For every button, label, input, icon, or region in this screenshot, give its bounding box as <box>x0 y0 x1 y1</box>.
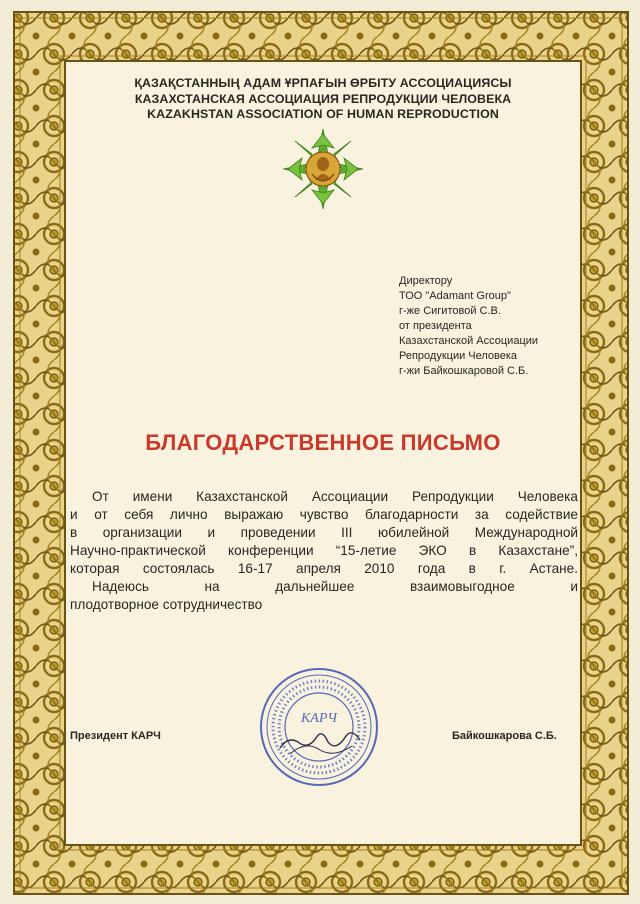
org-name-english: KAZAKHSTAN ASSOCIATION OF HUMAN REPRODUCTION <box>147 107 499 121</box>
addressee-line: Репродукции Человека <box>399 350 518 362</box>
addressee-line: г-же Сигитовой С.В. <box>399 305 501 317</box>
body-line: Надеюсь на дальнейшее взаимовыгодное и <box>92 579 578 594</box>
addressee-line: ТОО "Adamant Group" <box>399 290 511 302</box>
association-logo-icon <box>282 128 364 210</box>
signatory-name: Байкошкарова С.Б. <box>452 730 557 742</box>
org-name-kazakh: ҚАЗАҚСТАННЫҢ АДАМ ҰРПАҒЫН ӨРБІТУ АССОЦИАЦИЯСЫ <box>134 76 512 90</box>
letter-title: БЛАГОДАРСТВЕННОЕ ПИСЬМО <box>145 430 501 455</box>
addressee-line: Директору <box>399 275 453 287</box>
letter-content <box>66 62 580 844</box>
stamp-center-text: КАРЧ <box>300 711 338 726</box>
body-line: и от себя лично выражаю чувство благодарности за содействие <box>70 507 578 522</box>
body-line: плодотворное сотрудничество <box>70 597 263 612</box>
signatory-title: Президент КАРЧ <box>70 730 161 742</box>
org-name-russian: КАЗАХСТАНСКАЯ АССОЦИАЦИЯ РЕПРОДУКЦИИ ЧЕЛОВЕКА <box>134 92 512 106</box>
addressee-line: Казахстанской Ассоциации <box>399 335 539 347</box>
addressee-line: г-жи Байкошкаровой С.Б. <box>399 365 529 377</box>
addressee-block <box>399 274 579 379</box>
body-line: От имени Казахстанской Ассоциации Репродукции Человека <box>92 489 578 504</box>
addressee-line: от президента <box>399 320 472 332</box>
letter-body <box>70 488 578 614</box>
body-line: в организации и проведении III юбилейной Международной <box>70 525 578 540</box>
body-line: которая состоялась 16-17 апреля 2010 года в г. Астане. <box>70 561 578 576</box>
stamp-icon <box>258 666 380 788</box>
body-line: Научно-практической конференции “15-летие ЭКО в Казахстане”, <box>70 543 578 558</box>
